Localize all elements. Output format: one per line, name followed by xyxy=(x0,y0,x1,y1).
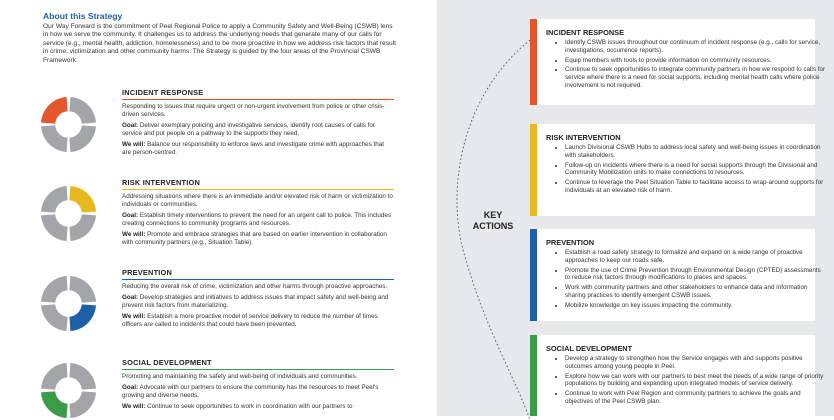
about-title: About this Strategy xyxy=(43,11,123,21)
will-text: Promote and embrace strategies that are based on earlier intervention in collaboration with community partners (e.g., Situation Table). xyxy=(122,231,387,246)
section-description: Promoting and maintaining the safety and well-being of individuals and communities. xyxy=(122,373,358,380)
panel-color-bar xyxy=(530,335,537,416)
will-label: We will: xyxy=(122,403,146,410)
goal-text: Establish timely interventions to prevent the need for an urgent call to police. This includes creating connections to community programs and resources. xyxy=(122,212,392,227)
section-description: Addressing situations where there is an immediate and/or elevated risk of harm or victimization to individuals or communities. xyxy=(122,193,393,208)
list-item: • Identify CSWB issues throughout our continuum of incident response (e.g., calls for service, investigations, occurrence reports). xyxy=(565,39,827,55)
goal-text: Deliver exemplary policing and investigative services, identify root causes of calls for service and put people on a pathway to the supports they need. xyxy=(122,122,376,137)
section-goal xyxy=(122,384,394,400)
donut-segment-bottom-right xyxy=(69,391,96,418)
panel-color-bar xyxy=(530,19,537,105)
donut-segment-top-right xyxy=(69,186,96,213)
list-item: • Work with community partners and other stakeholders to enhance data and information sharing practices to identify emergent CSWB issues. xyxy=(565,284,827,300)
section-heading: PREVENTION xyxy=(122,268,394,280)
will-label: We will: xyxy=(122,231,146,238)
donut-segment-bottom-left xyxy=(41,214,68,241)
section-risk-intervention xyxy=(122,178,394,247)
list-item: • Explore how we can work with our partners to best meet the needs of a wide range of priority populations by building and expanding upon integrated models of service delivery. xyxy=(565,373,827,389)
donut-segment-top-left xyxy=(41,276,68,303)
donut-segment-bottom-left xyxy=(41,391,68,418)
donut-segment-top-right xyxy=(69,97,96,124)
section-goal xyxy=(122,294,394,310)
list-item: • Establish a road safety strategy to formalize and expand on a wide range of proactive approaches to keep our roads safe. xyxy=(565,249,827,265)
goal-label: Goal: xyxy=(122,212,139,219)
section-will xyxy=(122,141,394,157)
section-will xyxy=(122,403,394,411)
panel-color-bar xyxy=(530,124,537,216)
donut-segment-top-right xyxy=(69,363,96,390)
panel-bullets xyxy=(546,144,827,197)
donut-segment-top-left xyxy=(41,363,68,390)
panel-risk-intervention xyxy=(530,124,824,216)
donut-segment-bottom-right xyxy=(69,125,96,152)
list-item: • Mobilize knowledge on key issues impacting the community. xyxy=(565,302,827,310)
panel-prevention xyxy=(530,229,821,321)
donut-segment-bottom-left xyxy=(41,304,68,331)
list-item: • Promote the use of Crime Prevention through Environmental Design (CPTED) assessments to reduce risk factors through modifications to places and spaces. xyxy=(565,267,827,283)
panel-bullets xyxy=(546,249,827,312)
panel-bullets xyxy=(546,355,827,408)
goal-label: Goal: xyxy=(122,384,139,391)
about-body: Our Way Forward is the commitment of Peel Regional Police to apply a Community Safety and Well-Being (CSWB) lens in how we serve the community. It challenges us to address the underlying needs that generate many of our calls for service (e.g., mental health, addiction, homelessness) and to be more proactive in how we address risk factors that result in crime, victimization and other community harms. The Strategy is guided by the four areas of the Provincial CSWB Framework: xyxy=(43,23,396,64)
section-goal xyxy=(122,122,394,138)
goal-text: Develop strategies and initiatives to address issues that impact safety and well-being and prevent risk factors from materializing. xyxy=(122,294,389,309)
donut-segment-bottom-right xyxy=(69,304,96,331)
panel-heading: SOCIAL DEVELOPMENT xyxy=(546,344,633,353)
key-actions-line2: ACTIONS xyxy=(472,221,514,231)
section-prevention xyxy=(122,268,394,329)
panel-heading: PREVENTION xyxy=(546,238,595,247)
goal-text: Advocate with our partners to ensure the community has the resources to meet Peel's growing and diverse needs. xyxy=(122,384,379,399)
section-description: Responding to issues that require urgent or non-urgent involvement from police or other crisis-driven services. xyxy=(122,103,385,118)
list-item: • Launch Divisional CSWB Hubs to address local safety and well-being issues in coordination with stakeholders. xyxy=(565,144,827,160)
will-text: Continue to seek opportunities to work in coordination with our partners to xyxy=(147,403,353,410)
section-will xyxy=(122,231,394,247)
panel-heading: RISK INTERVENTION xyxy=(546,133,621,142)
will-label: We will: xyxy=(122,313,146,320)
donut-segment-top-left xyxy=(41,186,68,213)
donut-segment-bottom-left xyxy=(41,125,68,152)
section-incident-response xyxy=(122,88,394,157)
section-social-development xyxy=(122,358,394,411)
panel-social-development xyxy=(530,335,824,416)
section-goal xyxy=(122,212,394,228)
list-item: • Continue to work with Peel Region and community partners to achieve the goals and objectives of the Peel CSWB plan. xyxy=(565,390,827,406)
goal-label: Goal: xyxy=(122,294,139,301)
donut-segment-bottom-right xyxy=(69,214,96,241)
section-will xyxy=(122,313,394,329)
panel-bullets xyxy=(546,39,827,92)
list-item: • Continue to leverage the Peel Situation Table to facilitate access to wrap-around supports for individuals at an elevated risk of harm. xyxy=(565,179,827,195)
panel-color-bar xyxy=(530,229,537,321)
panel-incident-response xyxy=(530,19,826,105)
social-development-donut-icon xyxy=(40,362,97,419)
panel-heading: INCIDENT RESPONSE xyxy=(546,28,625,37)
list-item: • Equip members with tools to provide information on community resources. xyxy=(565,57,827,65)
list-item: • Follow-up on incidents where there is a need for social supports through the Divisional and Community Mobilization units to make connections to resources. xyxy=(565,162,827,178)
risk-intervention-donut-icon xyxy=(40,185,97,242)
section-description: Reducing the overall risk of crime, victimization and other harms through proactive approaches. xyxy=(122,283,388,290)
will-text: Balance our responsibility to enforce laws and investigate crime with approaches that are person-centred. xyxy=(122,141,385,156)
goal-label: Goal: xyxy=(122,122,139,129)
list-item: • Develop a strategy to strengthen how the Service engages with and supports positive outcomes among young people in Peel. xyxy=(565,355,827,371)
section-heading: RISK INTERVENTION xyxy=(122,178,394,190)
will-text: Establish a more proactive model of service delivery to reduce the number of times officers are called to incidents that could have been prevented. xyxy=(122,313,378,328)
will-label: We will: xyxy=(122,141,146,148)
list-item: • Continue to seek opportunities to integrate community partners in how we respond to calls for service where there is a need for social supports, including mental health calls where police involvement is not required. xyxy=(565,66,827,89)
key-actions-line1: KEY xyxy=(483,210,503,220)
prevention-donut-icon xyxy=(40,275,97,332)
incident-response-donut-icon xyxy=(40,96,97,153)
section-heading: INCIDENT RESPONSE xyxy=(122,88,394,100)
donut-segment-top-left xyxy=(41,97,68,124)
donut-segment-top-right xyxy=(69,276,96,303)
section-heading: SOCIAL DEVELOPMENT xyxy=(122,358,394,370)
key-actions-label xyxy=(465,210,521,232)
